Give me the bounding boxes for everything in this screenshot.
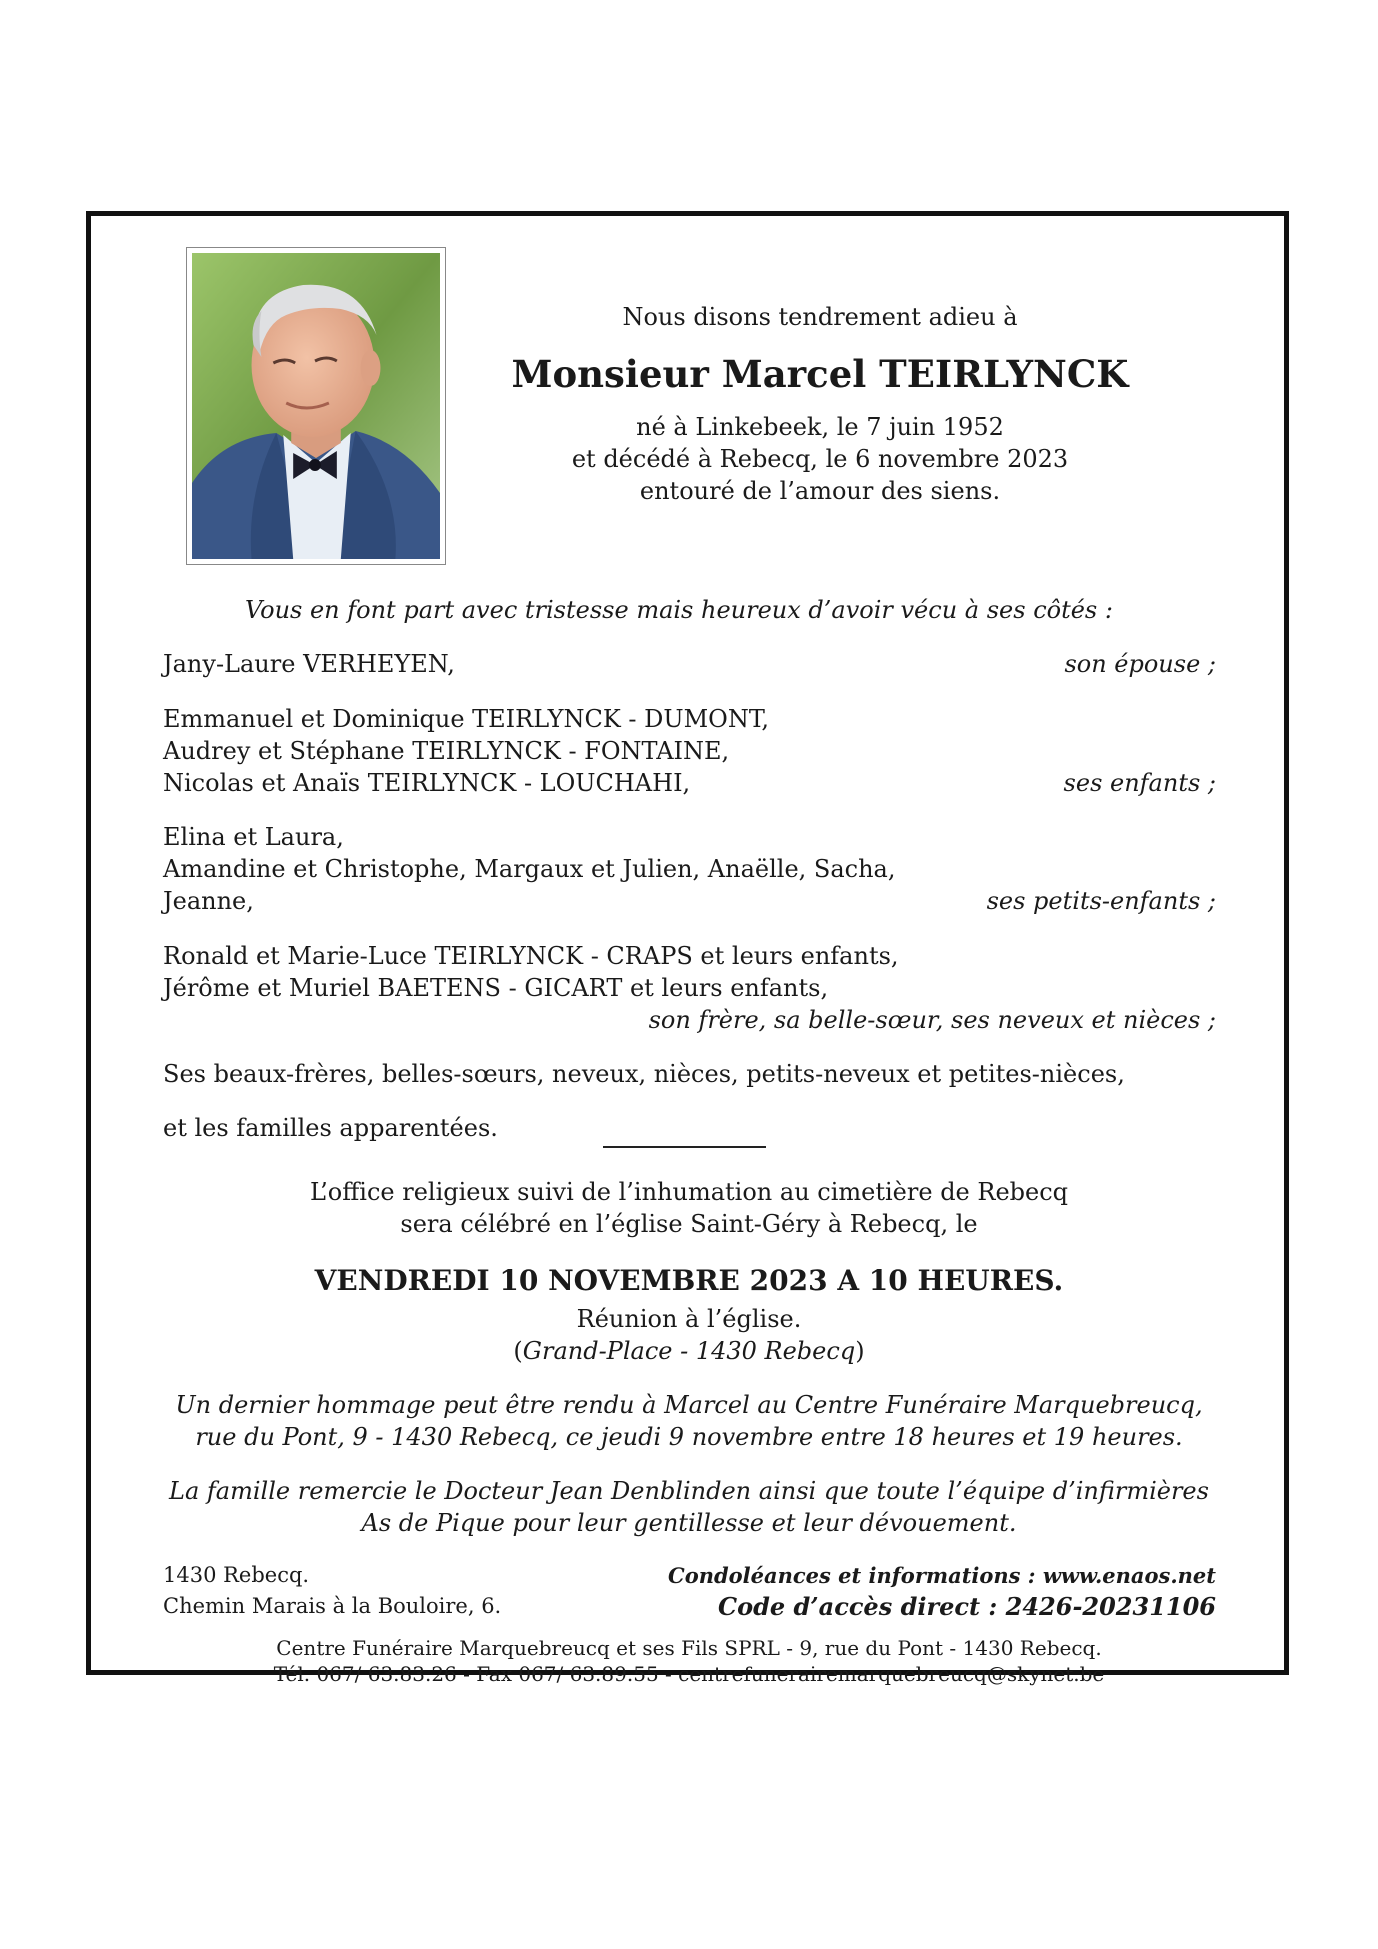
grandchildren-role: ses petits-enfants ; [986,887,1216,915]
access-code: Code d’accès direct : 2426-20231106 [718,1592,1216,1621]
meeting-text: Réunion à l’église. [576,1305,802,1333]
families-text: et les familles apparentées. [163,1114,498,1142]
paren-open: ( [513,1337,523,1365]
church-address [200,1337,1178,1365]
ceremony-line-2: sera célébré en l’église Saint-Géry à Rebecq, le [400,1210,978,1238]
family-street: Chemin Marais à la Bouloire, 6. [163,1594,502,1618]
ceremony-line-1: L’office religieux suivi de l’inhumation au cimetière de Rebecq [309,1178,1069,1206]
tribute-line-1: Un dernier hommage peut être rendu à Marcel au Centre Funéraire Marquebreucq, [175,1391,1203,1419]
tribute-line-2: rue du Pont, 9 - 1430 Rebecq, ce jeudi 9 novembre entre 18 heures et 19 heures. [195,1423,1183,1451]
grandchild-line: Amandine et Christophe, Margaux et Julien, Anaëlle, Sacha, [163,855,896,883]
children-role: ses enfants ; [1063,769,1216,797]
child-line: Emmanuel et Dominique TEIRLYNCK - DUMONT, [163,705,769,733]
funeral-home-line-2: Tél. 067/ 63.83.26 - Fax 067/ 63.89.55 - centrefunerairemarquebreucq@skynet.be [273,1662,1105,1686]
thanks-line-1: La famille remercie le Docteur Jean Denblinden ainsi que toute l’équipe d’infirmières [169,1477,1209,1505]
child-line: Audrey et Stéphane TEIRLYNCK - FONTAINE, [163,737,730,765]
portrait-photo [186,247,446,565]
deceased-name: Monsieur Marcel TEIRLYNCK [511,352,1129,396]
spouse-name: Jany-Laure VERHEYEN, [163,650,455,678]
address-text: Grand-Place - 1430 Rebecq [522,1337,856,1365]
grandchild-line: Elina et Laura, [163,823,344,851]
intro-text: Nous disons tendrement adieu à [622,303,1018,331]
inlaws-text: Ses beaux-frères, belles-sœurs, neveux, nièces, petits-neveux et petites-nièces, [163,1060,1125,1088]
portrait-image [192,253,440,559]
child-line: Nicolas et Anaïs TEIRLYNCK - LOUCHAHI, [163,769,691,797]
thanks-line-2: As de Pique pour leur gentillesse et leur dévouement. [361,1509,1017,1537]
grandchild-line: Jeanne, [163,887,254,915]
sibling-line: Ronald et Marie-Luce TEIRLYNCK - CRAPS et leurs enfants, [163,942,899,970]
condolences-info: Condoléances et informations : www.enaos.net [667,1563,1216,1588]
separator-line [603,1146,766,1148]
siblings-role: son frère, sa belle-sœur, ses neveux et nièces ; [648,1006,1216,1034]
family-city: 1430 Rebecq. [163,1563,310,1587]
paren-close: ) [855,1337,865,1365]
announcement-text: Vous en font part avec tristesse mais heureux d’avoir vécu à ses côtés : [245,596,1113,624]
surrounded-text: entouré de l’amour des siens. [639,477,1001,505]
funeral-home-line-1: Centre Funéraire Marquebreucq et ses Fils SPRL - 9, rue du Pont - 1430 Rebecq. [276,1636,1102,1660]
birth-info: né à Linkebeek, le 7 juin 1952 [636,413,1004,441]
ceremony-date: VENDREDI 10 NOVEMBRE 2023 A 10 HEURES. [314,1264,1064,1297]
sibling-line: Jérôme et Muriel BAETENS - GICART et leurs enfants, [163,974,829,1002]
spouse-role: son épouse ; [1064,650,1216,678]
death-info: et décédé à Rebecq, le 6 novembre 2023 [571,445,1069,473]
